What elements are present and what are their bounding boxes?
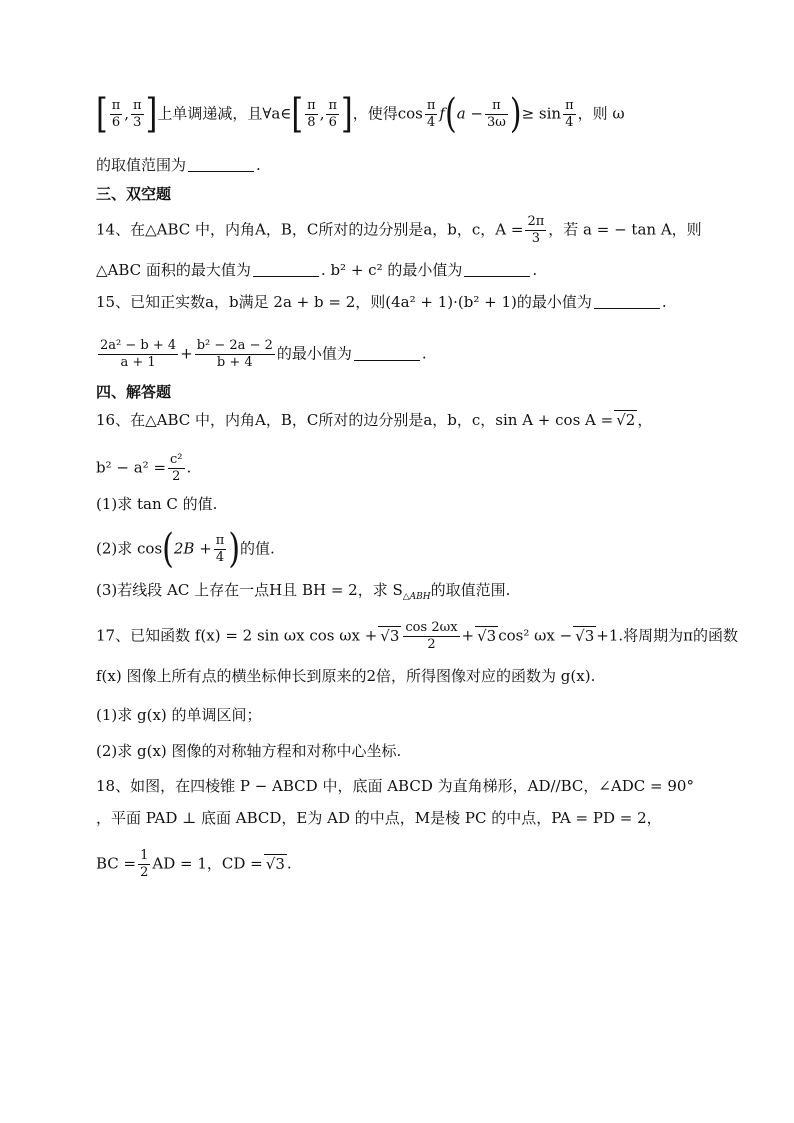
section-heading-3: 三、双空题	[96, 185, 172, 203]
q16-line2: b² − a² = $\frac{\text{c²}}{2}$ .	[96, 452, 192, 484]
q17-part1: (1)求 g(x) 的单调区间；	[96, 706, 262, 724]
answer-blank[interactable]	[253, 262, 319, 277]
answer-blank[interactable]	[464, 262, 530, 277]
q14-line2: △ABC 面积的最大值为 . b² + c² 的最小值为 .	[96, 261, 538, 279]
q15-line1: 15、已知正实数a，b满足 2a + b = 2，则(4a² + 1)·(b² + 1)的最小值为 .	[96, 293, 667, 311]
q13-line1: [ $\frac{\pi}{6}$ , $\frac{\pi}{3}$ ]上单调递减，且∀a∈[ $\frac{\pi}{8}$ , $\frac{\pi}{6}$ ]，使得cos $\frac{\pi}{4}$ f(a − $\frac{\pi}{3\omega}$ )≥ sin $\frac{\pi}{4}$ ，则 ω	[96, 90, 625, 138]
answer-blank[interactable]	[188, 157, 254, 172]
q15-line2: $\frac{\text{2a² − b + 4}}{a + 1}$ + $\frac{\text{b² − 2a − 2}}{b + 4}$ 的最小值为 .	[100, 338, 427, 370]
q18-line2: ，平面 PAD ⊥ 底面 ABCD，E为 AD 的中点，M是棱 PC 的中点，PA = PD = 2，	[96, 809, 662, 827]
q16-part2: (2)求 cos(2B + $\frac{\pi}{4}$ )的值.	[96, 525, 275, 573]
q18-line1: 18、如图，在四棱锥 P − ABCD 中，底面 ABCD 为直角梯形，AD//BC，∠ADC = 90°	[96, 777, 694, 795]
q16-part1: (1)求 tan C 的值.	[96, 495, 218, 513]
q17-line1: 17、已知函数 f(x) = 2 sin ωx cos ωx + √3 $\frac{\cos 2\omega x}{2}$ + √3 cos² ωx − √3 +1.将周期为π的函数	[96, 620, 739, 652]
answer-blank[interactable]	[594, 294, 660, 309]
q17-line2: f(x) 图像上所有点的横坐标伸长到原来的2倍，所得图像对应的函数为 g(x).	[96, 667, 596, 685]
q14-line1: 14、在△ABC 中，内角A，B，C所对的边分别是a，b，c，A = $\frac{2\pi}{3}$ ，若 a = − tan A，则	[96, 214, 702, 246]
q16-line1: 16、在△ABC 中，内角A，B，C所对的边分别是a，b，c，sin A + cos A = √2 ，	[96, 411, 653, 429]
q13-line2: 的取值范围为 .	[96, 156, 261, 174]
q17-part2: (2)求 g(x) 图像的对称轴方程和对称中心坐标.	[96, 742, 402, 760]
q18-line3: BC = $\frac{1}{2}$ AD = 1，CD = √3 .	[96, 848, 292, 880]
sqrt: √2	[616, 411, 636, 429]
answer-blank[interactable]	[354, 346, 420, 361]
section-heading-4: 四、解答题	[96, 383, 172, 401]
q16-part3: (3)若线段 AC 上存在一点H且 BH = 2，求 $S_{\triangle ABH}$的取值范围.	[96, 581, 511, 602]
